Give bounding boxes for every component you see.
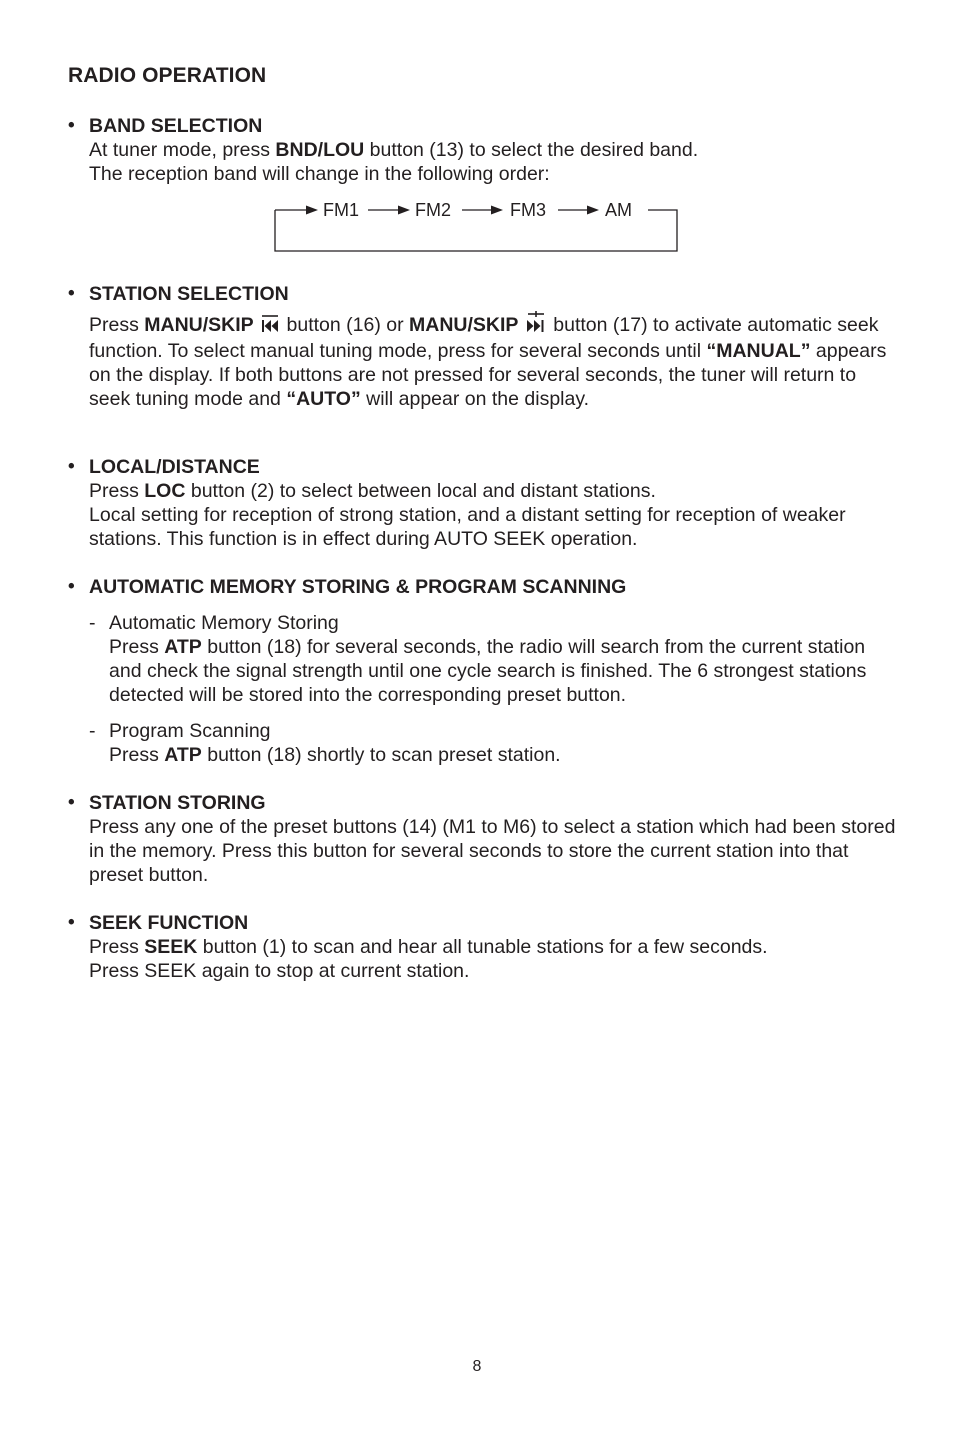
band-paragraph-2: The reception band will change in the following order: [89, 163, 550, 185]
heading-station-selection: STATION SELECTION [89, 283, 289, 305]
page-number: 8 [472, 1358, 482, 1375]
band-label-fm1: FM1 [323, 200, 359, 220]
section-station-storing [68, 791, 898, 887]
section-local-distance [68, 455, 898, 551]
band-label-fm2: FM2 [415, 200, 451, 220]
bullet: • [68, 912, 75, 933]
dash: - [89, 612, 96, 634]
program-scanning-paragraph: Press ATP button (18) shortly to scan preset station. [109, 744, 561, 766]
heading-automatic-memory: AUTOMATIC MEMORY STORING & PROGRAM SCANNING [89, 576, 627, 598]
skip-back-icon [261, 315, 279, 339]
bullet: • [68, 283, 75, 304]
sub-title-automatic-memory-storing: Automatic Memory Storing [109, 612, 339, 634]
band-order-diagram [274, 196, 680, 254]
sub-title-program-scanning: Program Scanning [109, 720, 271, 742]
seek-paragraph-1: Press SEEK button (1) to scan and hear all tunable stations for a few seconds. [89, 936, 768, 958]
seek-paragraph-2: Press SEEK again to stop at current station. [89, 960, 470, 982]
heading-seek-function: SEEK FUNCTION [89, 912, 249, 934]
bullet: • [68, 792, 75, 813]
section-station-selection [68, 282, 898, 411]
local-paragraph-1: Press LOC button (2) to select between local and distant stations. [89, 480, 656, 502]
bullet: • [68, 576, 75, 597]
heading-local-distance: LOCAL/DISTANCE [89, 456, 260, 478]
bullet: • [68, 115, 75, 136]
automatic-memory-paragraph: Press ATP button (18) for several seconds, the radio will search from the current station and check the signal strength until one cycle search is finished. The 6 strongest stations detected will be stored into the corresponding preset button. [109, 636, 867, 706]
section-automatic-memory [68, 575, 898, 767]
station-storing-paragraph: Press any one of the preset buttons (14) (M1 to M6) to select a station which had been stored in the memory. Press this button for several seconds to store the current station into that preset button. [89, 816, 896, 886]
skip-forward-icon [526, 311, 546, 339]
sub-automatic-memory-storing [89, 611, 898, 707]
dash: - [89, 720, 96, 742]
heading-station-storing: STATION STORING [89, 792, 266, 814]
band-label-am: AM [605, 200, 632, 220]
sub-program-scanning [89, 719, 898, 767]
section-band-selection [68, 114, 898, 186]
band-paragraph-1: At tuner mode, press BND/LOU button (13) to select the desired band. [89, 139, 699, 161]
local-paragraph-2: Local setting for reception of strong station, and a distant setting for reception of weaker stations. This function is in effect during AUTO SEEK operation. [89, 504, 846, 550]
bullet: • [68, 456, 75, 477]
station-selection-paragraph: Press MANU/SKIP button (16) or MANU/SKIP button (17) to activate automatic seek function. To select manual tuning mode, press for several seconds until “MANUAL” appears on the display. If both buttons are not pressed for several seconds, the tuner will return to seek tuning mode and “AUTO” will appear on the display. [89, 311, 898, 411]
page-title: RADIO OPERATION [68, 64, 267, 87]
band-label-fm3: FM3 [510, 200, 546, 220]
section-seek-function [68, 911, 898, 983]
heading-band-selection: BAND SELECTION [89, 115, 263, 137]
